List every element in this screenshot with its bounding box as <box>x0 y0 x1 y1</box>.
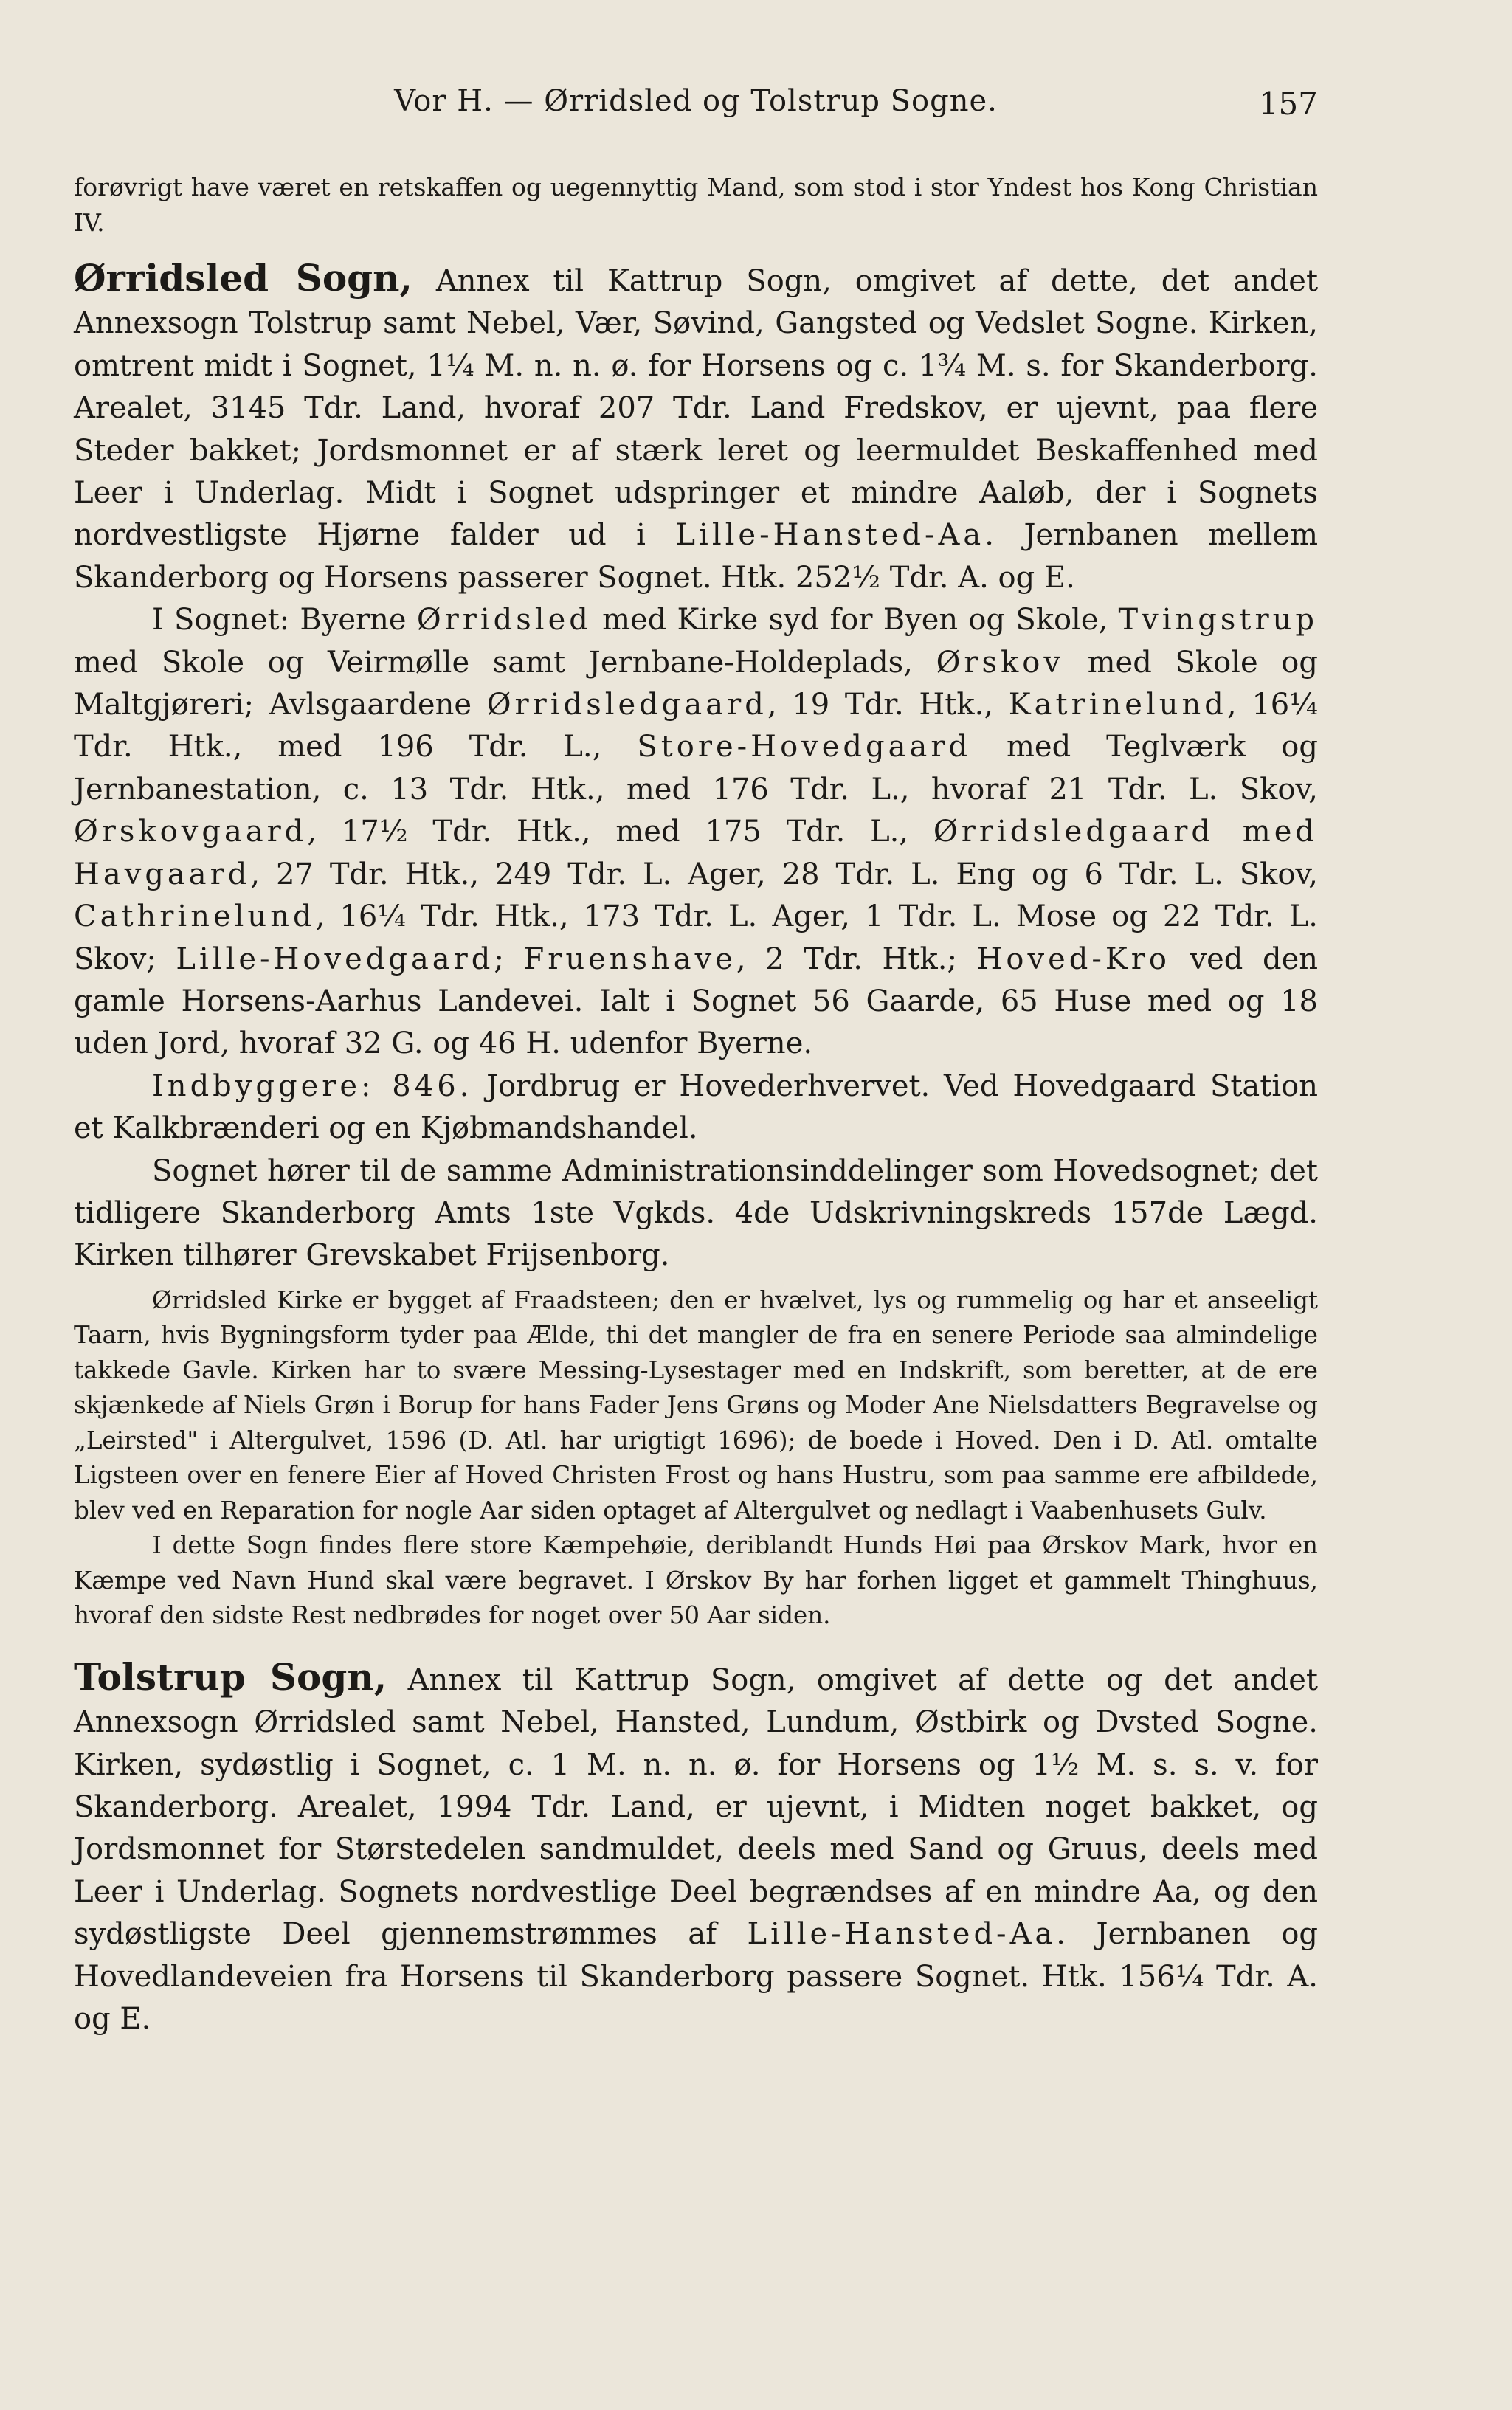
p2-text: I Sognet: Byerne <box>152 603 417 638</box>
place-name: Ørridsledgaard <box>486 688 767 722</box>
tolstrup-river: Lille-Hansted-Aa <box>747 1917 1057 1952</box>
orridslev-river: Lille-Hansted-Aa <box>675 518 985 553</box>
p2-text: , 17½ Tdr. Htk., med 175 Tdr. L., <box>307 815 933 849</box>
p2-text: ; <box>494 942 524 976</box>
running-title: Vor H. — Ørridsled og Tolstrup Sogne. <box>394 84 998 118</box>
place-name: Tvingstrup <box>1118 603 1318 638</box>
place-name: Ørridsled <box>416 603 592 638</box>
page-number: 157 <box>1258 86 1318 122</box>
orridslev-note-2: I dette Sogn findes flere store Kæmpehøie, deriblandt Hunds Høi paa Ørskov Mark, hvor en Kæmpe ved Navn Hund skal være begravet. I Ørskov By har forhen ligget et gammelt Thinghuus, hvoraf den sidste Rest nedbrødes for noget over 50 Aar siden. <box>74 1531 1318 1630</box>
p2-text: , 16¼ Tdr. Htk., med 196 Tdr. L., <box>74 688 1318 764</box>
place-name: Lille-Hovedgaard <box>176 942 494 976</box>
tolstrup-description-end: . Jernbanen og Hovedlandeveien fra Horsens til Skanderborg passere Sognet. Htk. 156¼ Tdr. A. og E. <box>74 1917 1319 2036</box>
orridslev-note-1: Ørridsled Kirke er bygget af Fraadsteen; den er hvælvet, lys og rummelig og har et anseeligt Taarn, hvis Bygningsform tyder paa Ælde, thi det mangler de fra en senere Periode saa almindelige takkede Gavle. Kirken har to svære Messing-Lysestager med en Indskrift, som beretter, at de ere skjænkede af Niels Grøn i Borup for hans Fader Jens Grøns og Moder Ane Nielsdatters Begravelse og „Leirsted" i Altergulvet, 1596 (D. Atl. har urigtigt 1696); de boede i Hoved. Den i D. Atl. omtalte Ligsteen over en fenere Eier af Hoved Christen Frost og hans Hustru, som paa samme ere afbildede, blev ved en Reparation for nogle Aar siden optaget af Altergulvet og nedlagt i Vaabenhusets Gulv. <box>74 1285 1318 1525</box>
place-name: Hoved-Kro <box>976 942 1170 976</box>
tolstrup-description: Annex til Kattrup Sogn, omgivet af dette og det andet Annexsogn Ørridsled samt Nebel, Hansted, Lundum, Østbirk og Dvsted Sogne. Kirken, sydøstlig i Sognet, c. 1 M. n. n. ø. for Horsens og 1½ M. s. s. v. for Skanderborg. Arealet, 1994 Tdr. Land, er ujevnt, i Midten noget bakket, og Jordsmonnet for Størstedelen sandmuldet, deels med Sand og Gruus, deels med Leer i Underlag. Sognets nordvestlige Deel begrændses af en mindre Aa, og den sydøstligste Deel gjennemstrømmes af <box>74 1663 1318 1952</box>
population-label: Indbyggere: 846. <box>152 1068 473 1103</box>
p2-text: , 19 Tdr. Htk., <box>767 688 1009 722</box>
place-name: Ørskov <box>936 645 1064 680</box>
place-name: Ørridsledgaard med Havgaard <box>74 815 1319 891</box>
orridslev-title: Ørridsled Sogn, <box>74 256 412 300</box>
p2-text: med Teglværk og Jernbanestation, c. 13 Tdr. Htk., med 176 Tdr. L., hvoraf 21 Tdr. L. Skov, <box>74 730 1318 807</box>
intro-paragraph: forøvrigt have været en retskaffen og uegennyttig Mand, som stod i stor Yndest hos Kong Christian IV. <box>74 173 1318 237</box>
tolstrup-paragraph-1 <box>74 1656 1318 2041</box>
page-header <box>74 80 1318 124</box>
population-text: Jordbrug er Hovederhvervet. Ved Hovedgaard Station et Kalkbrænderi og en Kjøbmandshandel. <box>74 1068 1318 1146</box>
place-name: Ørskovgaard <box>74 815 308 849</box>
orridslev-paragraph-3 <box>74 1066 1318 1150</box>
orridslev-description-end: . Jernbanen mellem Skanderborg og Horsens passerer Sognet. Htk. 252½ Tdr. A. og E. <box>74 518 1319 595</box>
place-name: Store-Hovedgaard <box>637 730 972 764</box>
p2-text: ved den gamle Horsens-Aarhus Landevei. Ialt i Sognet 56 Gaarde, 65 Huse med og 18 uden Jord, hvoraf 32 G. og 46 H. udenfor Byerne. <box>74 942 1319 1061</box>
p2-text: med Kirke syd for Byen og Skole, <box>591 603 1119 638</box>
page-body <box>74 170 1318 2040</box>
p2-text: , 27 Tdr. Htk., 249 Tdr. L. Ager, 28 Tdr. L. Eng og 6 Tdr. L. Skov, <box>250 857 1318 891</box>
orridslev-paragraph-2 <box>74 599 1318 1065</box>
p2-text: , 16¼ Tdr. Htk., 173 Tdr. L. Ager, 1 Tdr. L. Mose og 22 Tdr. L. Skov; <box>74 900 1318 976</box>
p2-text: med Skole og Veirmølle samt Jernbane-Holdeplads, <box>74 645 936 680</box>
orridslev-description: Annex til Kattrup Sogn, omgivet af dette, det andet Annexsogn Tolstrup samt Nebel, Vær, Søvind, Gangsted og Vedslet Sogne. Kirken, omtrent midt i Sognet, 1¼ M. n. n. ø. for Horsens og c. 1¾ M. s. for Skanderborg. Arealet, 3145 Tdr. Land, hvoraf 207 Tdr. Land Fredskov, er ujevnt, paa flere Steder bakket; Jordsmonnet er af stærk leret og leermuldet Beskaffenhed med Leer i Underlag. Midt i Sognet udspringer et mindre Aaløb, der i Sognets nordvestligste Hjørne falder ud i <box>74 264 1319 553</box>
orridslev-paragraph-4: Sognet hører til de samme Administrationsinddelinger som Hovedsognet; det tidligere Skanderborg Amts 1ste Vgkds. 4de Udskrivningskreds 157de Lægd. Kirken tilhører Grevskabet Frijsenborg. <box>74 1153 1318 1273</box>
p2-text: med Skole og Maltgjøreri; Avlsgaardene <box>74 645 1318 722</box>
place-name: Katrinelund <box>1008 688 1227 722</box>
place-name: Cathrinelund <box>74 900 316 934</box>
tolstrup-title: Tolstrup Sogn, <box>74 1654 387 1699</box>
p2-text: , 2 Tdr. Htk.; <box>736 942 977 976</box>
orridslev-paragraph-1 <box>74 257 1318 599</box>
place-name: Fruenshave <box>523 942 736 976</box>
